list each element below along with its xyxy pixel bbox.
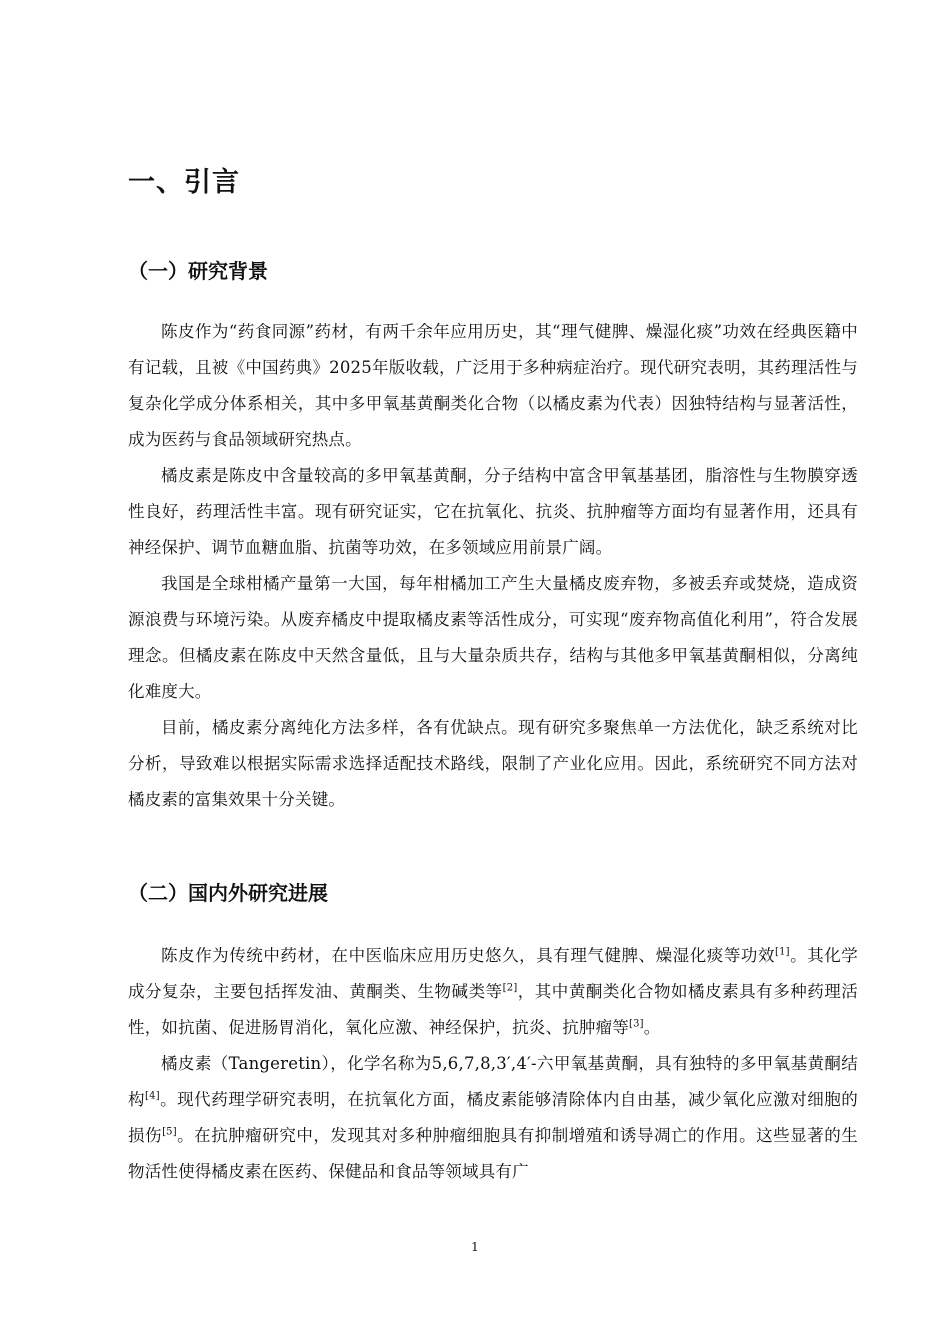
text-run: 。现代药理学研究表明，在抗氧化方面，橘皮素能够清除体内自由基，减少氧化应激对细胞的损伤 — [128, 1090, 858, 1145]
page-number: 1 — [471, 1240, 479, 1254]
chapter-heading: 一、引言 — [128, 167, 240, 198]
paragraph — [128, 938, 858, 1046]
section-background-body — [128, 314, 858, 818]
citation: [3] — [629, 1018, 644, 1030]
paragraph — [128, 1046, 858, 1190]
text-run: 。在抗肿瘤研究中，发现其对多种肿瘤细胞具有抑制增殖和诱导凋亡的作用。这些显著的生物活性使得橘皮素在医药、保健品和食品等领域具有广 — [128, 1126, 858, 1181]
text-run: 。 — [643, 1018, 661, 1037]
paragraph: 橘皮素是陈皮中含量较高的多甲氧基黄酮，分子结构中富含甲氧基基团，脂溶性与生物膜穿透性良好，药理活性丰富。现有研究证实，它在抗氧化、抗炎、抗肿瘤等方面均有显著作用，还具有神经保护、调节血糖血脂、抗菌等功效，在多领域应用前景广阔。 — [128, 466, 858, 557]
paragraph: 我国是全球柑橘产量第一大国，每年柑橘加工产生大量橘皮废弃物，多被丢弃或焚烧，造成资源浪费与环境污染。从废弃橘皮中提取橘皮素等活性成分，可实现“废弃物高值化利用”，符合发展理念。但橘皮素在陈皮中天然含量低，且与大量杂质共存，结构与其他多甲氧基黄酮相似，分离纯化难度大。 — [128, 574, 858, 701]
text-run: 。其化学成分复杂，主要包括挥发油、黄酮类、生物碱类等 — [128, 946, 858, 1001]
section-progress-body — [128, 938, 858, 1190]
text-run: ，其中黄酮类化合物如橘皮素具有多种药理活性，如抗菌、促进肠胃消化，氧化应激、神经保护，抗炎、抗肿瘤等 — [128, 982, 859, 1037]
paragraph: 陈皮作为“药食同源”药材，有两千余年应用历史，其“理气健脾、燥湿化痰”功效在经典医籍中有记载，且被《中国药典》2025年版收载，广泛用于多种病症治疗。现代研究表明，其药理活性与复杂化学成分体系相关，其中多甲氧基黄酮类化合物（以橘皮素为代表）因独特结构与显著活性，成为医药与食品领域研究热点。 — [128, 322, 858, 449]
section-heading-research-progress: （二）国内外研究进展 — [128, 881, 328, 905]
citation: [5] — [162, 1126, 177, 1138]
text-run: 陈皮作为传统中药材，在中医临床应用历史悠久，具有理气健脾、燥湿化痰等功效 — [161, 946, 775, 965]
section-heading-background: （一）研究背景 — [128, 259, 268, 283]
text-run: 橘皮素（Tangeretin），化学名称为5,6,7,8,3′,4′-六甲氧基黄酮，具有独特的多甲氧基黄酮结构 — [128, 1054, 858, 1109]
citation: [1] — [775, 946, 790, 958]
paragraph: 目前，橘皮素分离纯化方法多样，各有优缺点。现有研究多聚焦单一方法优化，缺乏系统对比分析，导致难以根据实际需求选择适配技术路线，限制了产业化应用。因此，系统研究不同方法对橘皮素的富集效果十分关键。 — [128, 718, 858, 809]
citation: [4] — [145, 1090, 160, 1102]
citation: [2] — [502, 982, 518, 994]
